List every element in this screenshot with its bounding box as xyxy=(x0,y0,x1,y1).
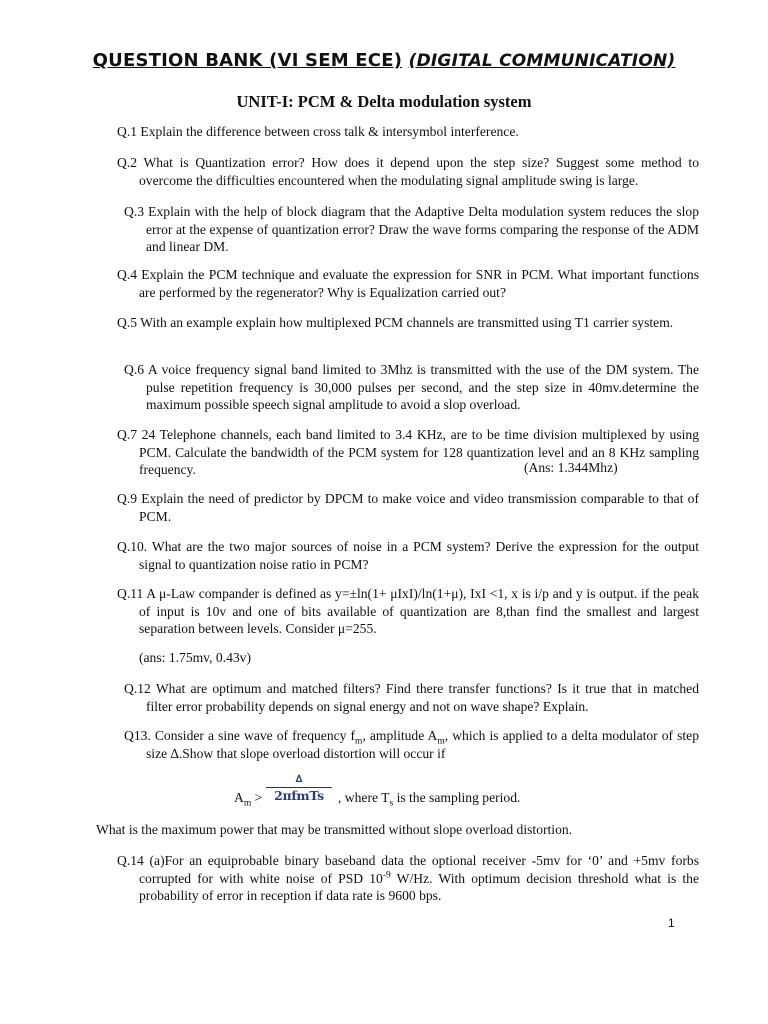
question-q11: Q.11 A μ-Law compander is defined as y=±ln(1+ μIxI)/ln(1+μ), IxI <1, x is i/p and y is output. if the peak of input is 10v and one of bits available of quantization are 8,than find the smallest and largest separation between levels. Consider μ=255. xyxy=(117,586,699,636)
formula-fraction xyxy=(266,774,332,810)
title-main: QUESTION BANK (VI SEM ECE) xyxy=(92,50,403,71)
question-q4: Q.4 Explain the PCM technique and evaluate the expression for SNR in PCM. What important functions are performed by the regenerator? Why is Equalization carried out? xyxy=(117,267,699,300)
question-q3: Q.3 Explain with the help of block diagram that the Adaptive Delta modulation system reduces the slop error at the expense of quantization error? Draw the wave forms comparing the response of the ADM and linear DM. xyxy=(124,204,699,254)
answer-q7: (Ans: 1.344Mhz) xyxy=(524,460,618,475)
page-number: 1 xyxy=(668,916,675,930)
unit-heading: UNIT-I: PCM & Delta modulation system xyxy=(236,92,532,111)
formula-rhs: , where $T_s$ is the sampling period. xyxy=(338,790,521,809)
slope-overload-formula xyxy=(234,774,634,814)
question-q12: Q.12 What are optimum and matched filters? Find there transfer functions? Is it true that in matched filter error probability depends on signal energy and not on wave shape? Explain. xyxy=(124,681,699,714)
fraction-numerator: ∆ xyxy=(295,774,303,785)
question-q9: Q.9 Explain the need of predictor by DPCM to make voice and video transmission comparable to that of PCM. xyxy=(117,491,699,524)
question-q7: Q.7 24 Telephone channels, each band limited to 3.4 KHz, are to be time division multiplexed by using PCM. Calculate the bandwidth of the PCM system for 128 quantization level and an 8 KHz sampling frequency. xyxy=(117,427,699,477)
question-q14: Q.14 (a)For an equiprobable binary baseband data the optional receiver -5mv for ‘0’ and +5mv forbs corrupted for with white noise of PSD $10^{-9}$ W/Hz. With optimum decision threshold what is the probability of error in reception if data rate is 9600 bps. xyxy=(117,853,699,903)
question-q5: Q.5 With an example explain how multiplexed PCM channels are transmitted using T1 carrier system. xyxy=(117,315,674,330)
question-q10: Q.10. What are the two major sources of noise in a PCM system? Derive the expression for the output signal to quantization noise ratio in PCM? xyxy=(117,539,699,572)
question-q1: Q.1 Explain the difference between cross talk & intersymbol interference. xyxy=(117,124,519,139)
question-q6: Q.6 A voice frequency signal band limited to 3Mhz is transmitted with the use of the DM system. The pulse repetition frequency is 30,000 pulses per second, and the step size in 40mv.determine the maximum possible speech signal amplitude to avoid a slop overload. xyxy=(124,362,699,412)
title-subject: (DIGITAL COMMUNICATION) xyxy=(408,51,676,71)
answer-q11: (ans: 1.75mv, 0.43v) xyxy=(139,650,252,665)
page-title xyxy=(0,50,768,71)
question-q13: Q13. Consider a sine wave of frequency $f_m$, amplitude $A_m$, which is applied to a delta modulator of step size ∆.Show that slope overload distortion will occur if xyxy=(124,728,700,761)
fraction-denominator: 2πfmTs xyxy=(274,788,324,803)
question-q13-followup: What is the maximum power that may be transmitted without slope overload distortion. xyxy=(96,822,573,837)
question-q2: Q.2 What is Quantization error? How does it depend upon the step size? Suggest some method to overcome the difficulties encountered when the modulating signal amplitude swing is large. xyxy=(117,155,699,188)
formula-lhs: $A_m$ > xyxy=(234,790,263,809)
